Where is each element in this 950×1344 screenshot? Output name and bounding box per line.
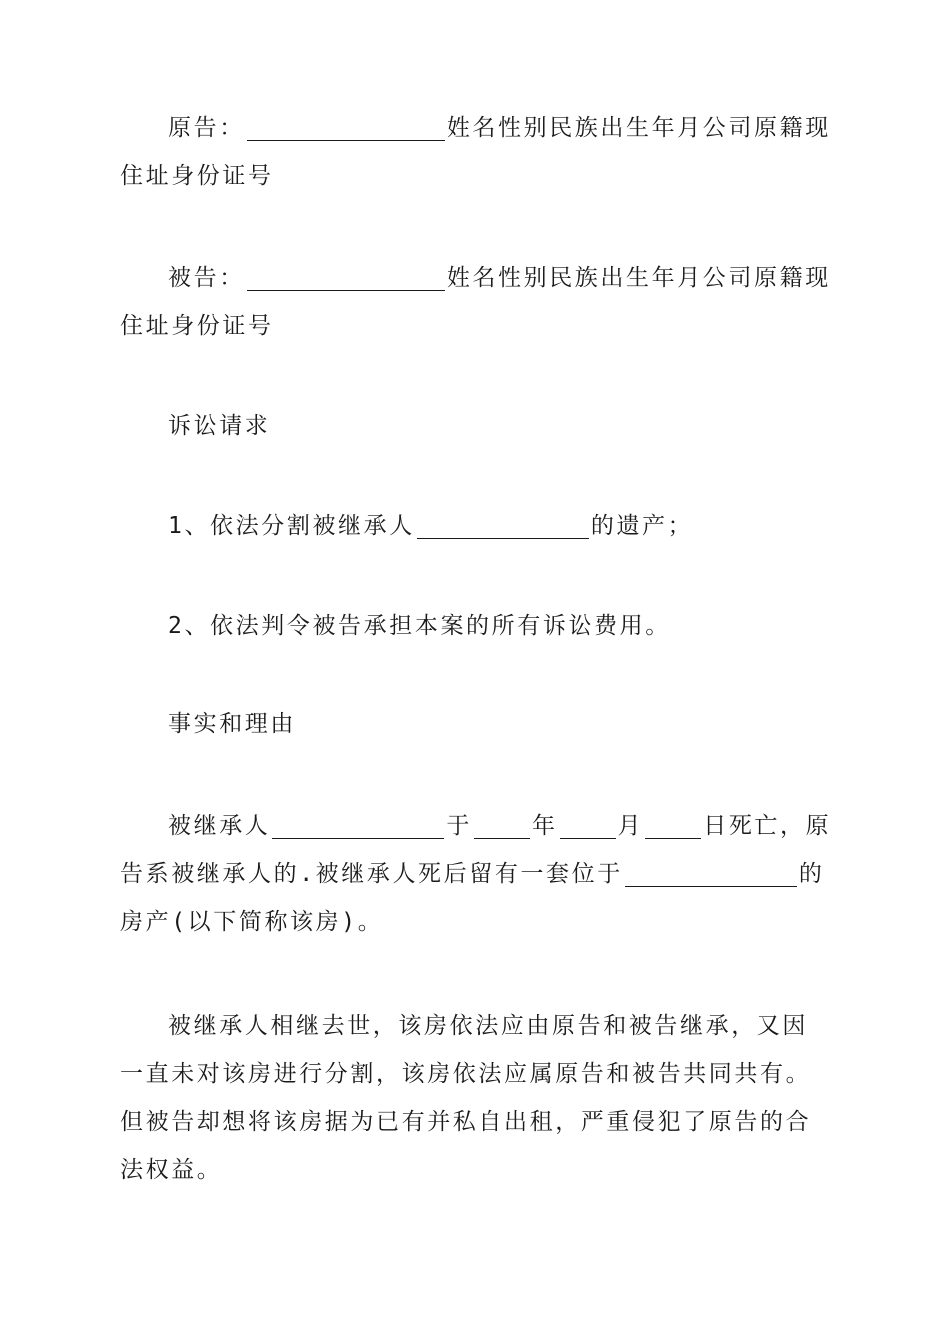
facts-text-year: 年 <box>532 813 558 839</box>
facts-paragraph-2: 被继承人相继去世，该房依法应由原告和被告继承，又因一直未对该房进行分割，该房依法应属原告和被告共同共有。但被告却想将该房据为已有并私自出租，严重侵犯了原告的合法权益。 <box>120 1013 812 1183</box>
facts-text-decedent: 被继承人 <box>168 813 271 839</box>
day-blank <box>645 816 701 839</box>
property-location-blank <box>625 864 797 887</box>
defendant-paragraph <box>120 254 832 350</box>
claim-item-1-prefix: 1、依法分割被继承人 <box>168 513 415 539</box>
month-blank <box>560 816 616 839</box>
claim-item-2: 2、依法判令被告承担本案的所有诉讼费用。 <box>168 613 671 639</box>
claim-item-1 <box>120 502 832 550</box>
defendant-label: 被告： <box>168 265 245 291</box>
plaintiff-label: 原告： <box>168 115 245 141</box>
decedent-blank <box>272 816 444 839</box>
plaintiff-name-blank <box>247 118 445 141</box>
plaintiff-description: 姓名性别民族出生年月公司原籍现住址身份证号 <box>120 115 831 189</box>
year-blank <box>474 816 530 839</box>
facts-paragraph-1 <box>120 802 832 946</box>
defendant-name-blank <box>247 268 445 291</box>
facts-text-property: 的房产(以下简称该房)。 <box>120 861 825 935</box>
facts-text-death: 日死亡，原告系被继承人的.被继承人死后留有一套位于 <box>120 813 832 887</box>
facts-text-at: 于 <box>446 813 473 839</box>
facts-text-month: 月 <box>617 813 644 839</box>
decedent-name-blank <box>417 516 589 539</box>
facts-heading: 事实和理由 <box>168 711 296 737</box>
claim-item-1-suffix: 的遗产； <box>590 513 694 539</box>
plaintiff-paragraph <box>120 104 832 200</box>
claims-heading: 诉讼请求 <box>168 413 271 439</box>
defendant-description: 姓名性别民族出生年月公司原籍现住址身份证号 <box>120 265 831 339</box>
